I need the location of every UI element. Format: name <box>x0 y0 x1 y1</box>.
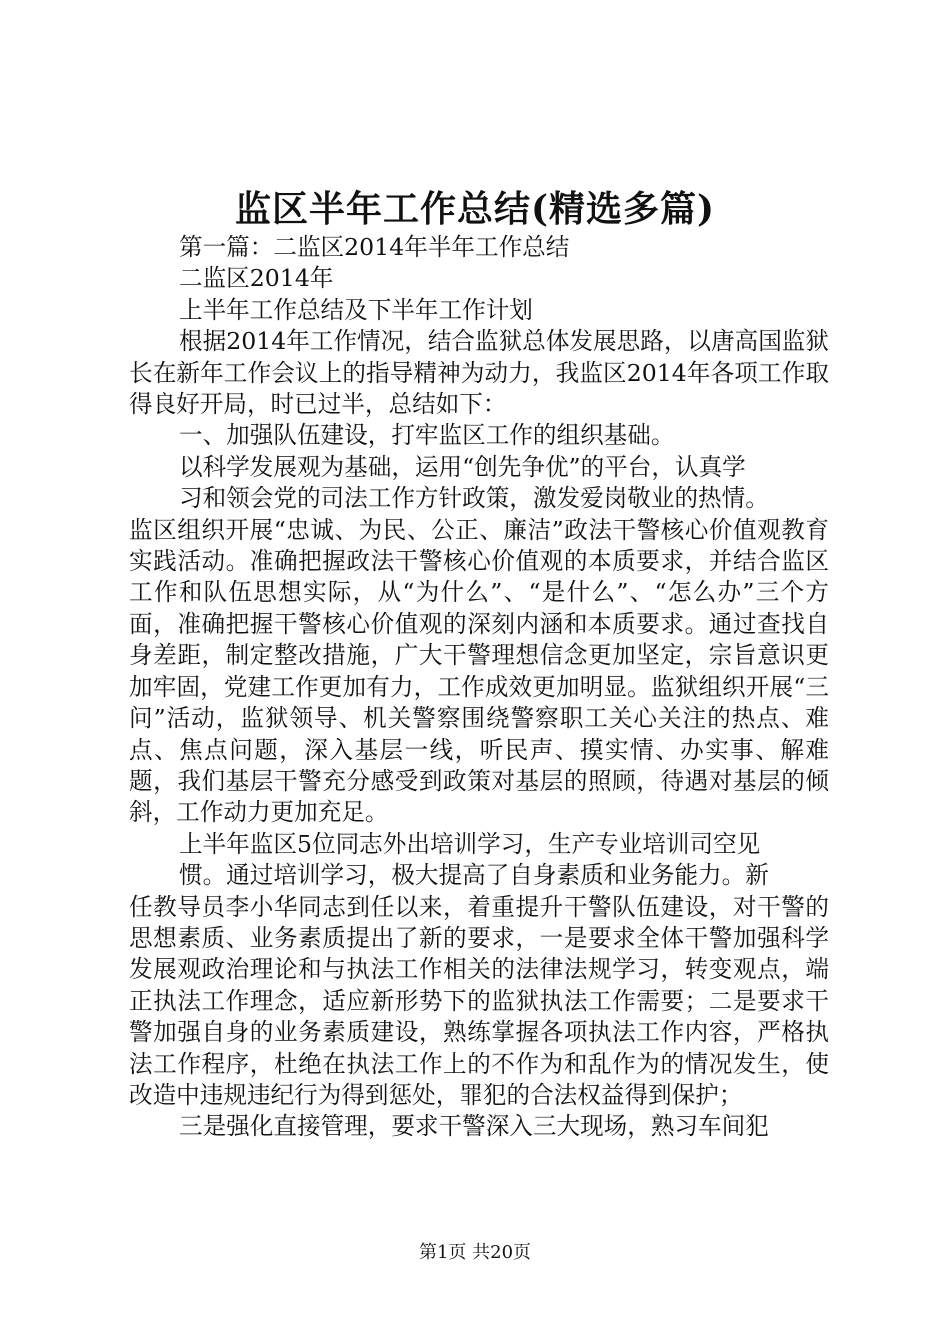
subheading-line: 二监区2014年 <box>179 264 334 293</box>
document-body <box>129 232 829 1143</box>
body-paragraph: 任教导员李小华同志到任以来，着重提升干警队伍建设，对干警的思想素质、业务素质提出了新的要求，一是要求全体干警加强科学发展观政治理论和与执法工作相关的法律法规学习，转变观点，端正执法工作理念，适应新形势下的监狱执法工作需要；二是要求干警加强自身的业务素质建设，熟练掌握各项执法工作内容，严格执法工作程序，杜绝在执法工作上的不作为和乱作为的情况发生，使改造中违规违纪行为得到惩处，罪犯的合法权益得到保护； <box>129 892 829 1109</box>
body-paragraph: 上半年监区5位同志外出培训学习，生产专业培训司空见 <box>179 829 761 858</box>
body-paragraph: 根据2014年工作情况，结合监狱总体发展思路，以唐高国监狱长在新年工作会议上的指导精神为动力，我监区2014年各项工作取得良好开局，时已过半，总结如下： <box>129 327 829 419</box>
section-heading: 第一篇：二监区2014年半年工作总结 <box>179 233 570 261</box>
body-paragraph: 监区组织开展“忠诚、为民、公正、廉洁”政法干警核心价值观教育实践活动。准确把握政法干警核心价值观的本质要求，并结合监区工作和队伍思想实际，从“为什么”、“是什么”、“怎么办”三个方面，准确把握干警核心价值观的深刻内涵和本质要求。通过查找自身差距，制定整改措施，广大干警理想信念更加坚定，宗旨意识更加牢固，党建工作更加有力，工作成效更加明显。监狱组织开展“三问”活动，监狱领导、机关警察围绕警察职工关心关注的热点、难点、焦点问题，深入基层一线，听民声、摸实情、办实事、解难题，我们基层干警充分感受到政策对基层的照顾，待遇对基层的倾斜，工作动力更加充足。 <box>129 515 829 827</box>
body-paragraph: 以科学发展观为基础，运用“创先争优”的平台，认真学 <box>179 452 746 481</box>
subheading-line: 上半年工作总结及下半年工作计划 <box>179 295 533 324</box>
body-paragraph: 习和领会党的司法工作方针政策，激发爱岗敬业的热情。 <box>179 484 769 513</box>
body-paragraph: 惯。通过培训学习，极大提高了自身素质和业务能力。新 <box>179 861 769 890</box>
page-footer: 第1页 共20页 <box>418 1242 532 1263</box>
document-title: 监区半年工作总结(精选多篇) <box>234 188 716 230</box>
body-paragraph: 一、加强队伍建设，打牢监区工作的组织基础。 <box>179 421 675 450</box>
body-paragraph: 三是强化直接管理，要求干警深入三大现场，熟习车间犯 <box>179 1112 769 1141</box>
